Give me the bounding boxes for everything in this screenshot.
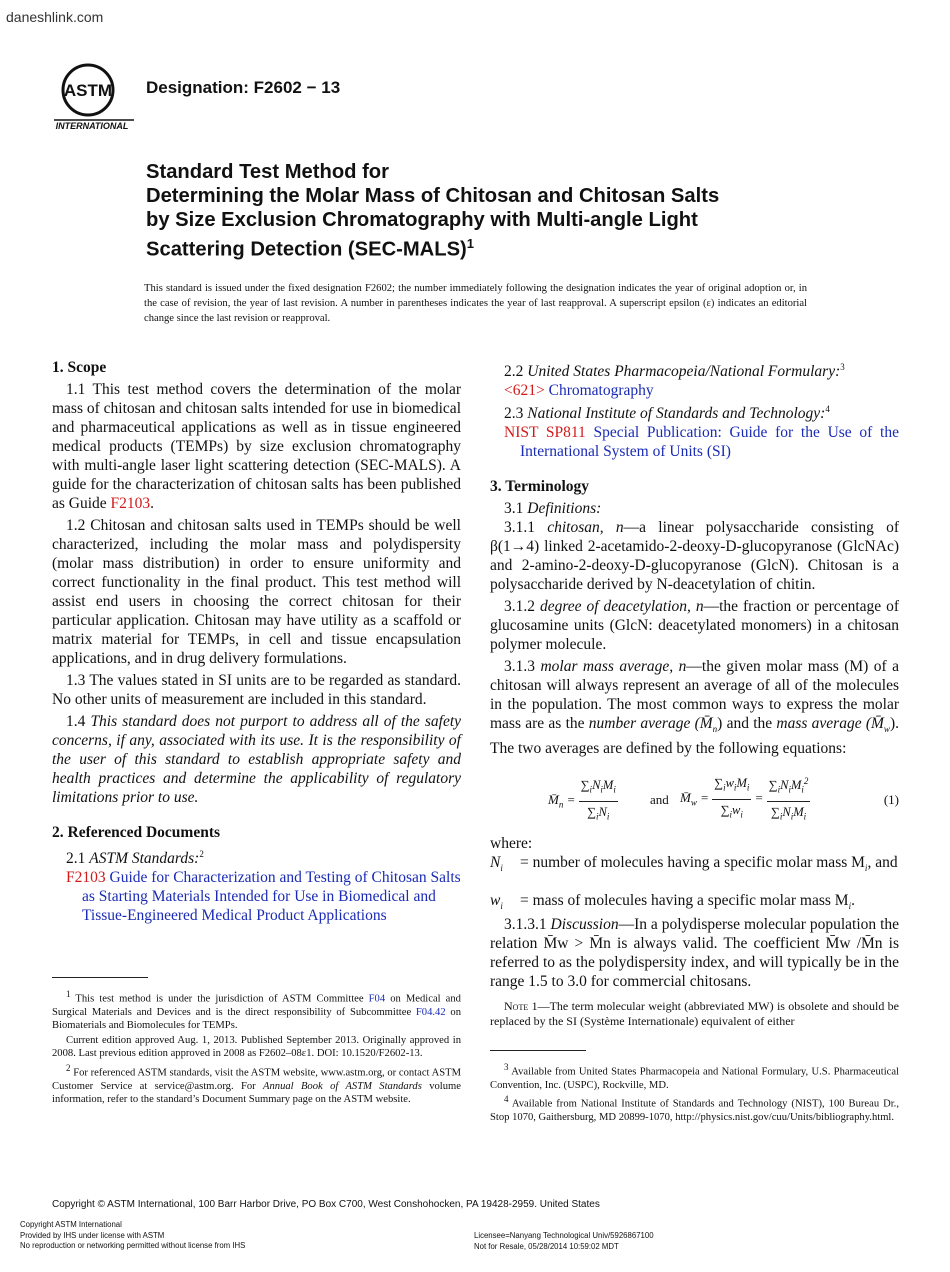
equation-mw: $M̄_w$ = $\frac{\sum_iw_iM_i}{\sum_iw_i}$ = $\frac{\sum_iN_iM_i^2}{\sum_iN_iM_i}$	[680, 772, 810, 826]
footer-copyright: Copyright © ASTM International, 100 Barr Harbor Drive, PO Box C700, West Conshohocken, PA 19428-2959. United States	[52, 1199, 600, 1210]
logo-text: ASTM	[63, 81, 113, 100]
footnote-3: $^3$ Available from United States Pharmacopeia and National Formulary, U.S. Pharmaceutical Convention, Inc. (USPC), Rockville, MD.	[490, 1062, 899, 1091]
left-column	[52, 358, 461, 925]
where-label: where:	[490, 835, 533, 853]
equation-1	[490, 762, 899, 824]
paragraph-3-1-3: 3.1.3 molar mass average, n—the given molar mass (M) of a chitosan will always represent an average of all of the molecules in the population. The most common ways to express the molar mass are as the number average $(M̄_n)$ and the mass average $(M̄_w)$. The two averages are defined by the following equations:	[490, 658, 899, 758]
section-2-heading: 2. Referenced Documents	[52, 824, 221, 841]
reference-usp-621	[490, 381, 899, 400]
equation-number: (1)	[883, 792, 899, 808]
section-1-heading: 1. Scope	[52, 359, 107, 376]
title-line-3: by Size Exclusion Chromatography with Multi-angle Light	[146, 209, 698, 231]
link-f2103[interactable]: F2103	[110, 495, 151, 512]
definition-ni: $N_i$ = number of molecules having a specific molar mass $M_i$, and	[490, 854, 898, 874]
paragraph-1-4: 1.4 This standard does not purport to address all of the safety concerns, if any, associated with its use. It is the responsibility of the user of this standard to establish appropriate safety and health practices and determine the applicability of regulatory limitations prior to use.	[52, 713, 462, 806]
right-footnote-rule	[490, 1050, 586, 1051]
paragraph-3-1: 3.1 Definitions:	[504, 500, 602, 518]
astm-logo-icon	[52, 58, 136, 134]
footer-license-right: Licensee=Nanyang Technological Univ/5926867100 Not for Resale, 05/28/2014 10:59:02 MDT	[474, 1231, 654, 1251]
astm-logo	[52, 58, 136, 134]
ref-nist-title[interactable]: Special Publication: Guide for the Use of the International System of Units (SI)	[520, 424, 899, 461]
paragraph-2-3: 2.3 National Institute of Standards and Technology:$^4$	[504, 404, 830, 423]
footnote-2: $^2$ For referenced ASTM standards, visit the ASTM website, www.astm.org, or contact ASTM Customer Service at service@astm.org. For Annual Book of ASTM Standards volume information, refer to the standard’s Document Summary page on the ASTM website.	[52, 1062, 462, 1105]
right-footnotes	[490, 1061, 899, 1125]
title-line-2: Determining the Molar Mass of Chitosan and Chitosan Salts	[146, 185, 720, 207]
ref-nist-code[interactable]: NIST SP811	[504, 424, 586, 442]
issue-note: This standard is issued under the fixed designation F2602; the number immediately following the designation indicates the year of original adoption or, in the case of revision, the year of last revision. A number in parentheses indicates the year of last reapproval. A superscript epsilon (ε) indicates an editorial change since the last revision or reapproval.	[144, 283, 807, 324]
paragraph-1-1: 1.1 This test method covers the determination of the molar mass of chitosan and chitosan salts intended for use in biomedical and pharmaceutical applications as well as in tissue engineered medical products (TEMPs) by size exclusion chromatography with multi-angle laser light scattering detection (SEC-MALS). A guide for the characterization of chitosan salts has been published as Guide F2103.	[52, 381, 461, 512]
equation-mn: $M̄_n$ = $\frac{\sum_iN_iM_i}{\sum_iN_i}$	[548, 778, 616, 822]
title-line-1: Standard Test Method for	[146, 161, 389, 183]
footnote-4: $^4$ Available from National Institute of Standards and Technology (NIST), 100 Bureau Dr., Stop 1070, Gaithersburg, MD 20899-1070, http://physics.nist.gov/cuu/Units/bibliography.html.	[490, 1094, 899, 1124]
ref-usp-title[interactable]: Chromatography	[544, 382, 654, 400]
paragraph-1-2: 1.2 Chitosan and chitosan salts used in TEMPs should be well characterized, including the molar mass and polydispersity (molar mass distribution) in order to ensure uniformity and correct functionality in the final product. This test method will assist end users in choosing the correct chitosan for their particular application. Chitosan may have utility as a scaffold or matrix material for TEMPs, in cell and tissue encapsulation applications, and in drug delivery formulations.	[52, 517, 461, 667]
paragraph-3-1-2: 3.1.2 degree of deacetylation, n—the fraction or percentage of glucosamine units (GlcN: deacetylated monomers) in a chitosan polymer molecule.	[490, 598, 900, 654]
ref-f2103-title[interactable]: Guide for Characterization and Testing of Chitosan Salts as Starting Materials Intended for Use in Biomedical and Tissue-Engineered Medical Product Applications	[82, 869, 461, 925]
left-footnotes	[52, 988, 461, 1106]
ref-usp-code[interactable]: <621>	[504, 382, 545, 400]
equation-and: and	[650, 792, 669, 808]
watermark: daneshlink.com	[6, 9, 104, 25]
paragraph-3-1-1: 3.1.1 chitosan, n—a linear polysaccharide consisting of β(1→4) linked 2-acetamido-2-deoxy-D-glucopyranose (GlcNAc) and 2-amino-2-deoxy-D-glucopyranose (GlcN). Chitosan is a polysaccharide derived by N-deacetylation of chitin.	[490, 519, 899, 594]
paragraph-2-1: 2.1 ASTM Standards:$^2$	[66, 849, 204, 868]
footer-license-left: Copyright ASTM International Provided by IHS under license with ASTM No reproduction or networking permitted without license from IHS	[20, 1220, 246, 1250]
link-f04-42[interactable]: F04.42	[415, 1006, 446, 1018]
footnote-1: $^1$ This test method is under the jurisdiction of ASTM Committee F04 on Medical and Surgical Materials and Devices and is the direct responsibility of Subcommittee F04.42 on Biomaterials and Biomolecules for TEMPs.	[52, 989, 461, 1032]
left-footnote-rule	[52, 977, 148, 978]
reference-nist-sp811	[490, 423, 899, 461]
right-column	[490, 358, 899, 1029]
definition-wi: $w_i$ = mass of molecules having a specific molar mass $M_i$.	[490, 892, 855, 912]
paragraph-2-2: 2.2 United States Pharmacopeia/National Formulary:$^3$	[504, 362, 845, 381]
footnote-1-edition: Current edition approved Aug. 1, 2013. Published September 2013. Originally approved in 2008. Last previous edition approved in 2008 as F2602–08ε1. DOI: 10.1520/F2602-13.	[52, 1034, 461, 1060]
paragraph-3-1-3-1: 3.1.3.1 Discussion—In a polydisperse molecular population the relation M̄w > M̄n is always valid. The coefficient M̄w /M̄n is referred to as the polydispersity index, and will typically be in the range 1.5 to 3.0 for commercial chitosans.	[490, 916, 900, 991]
designation: Designation: F2602 − 13	[146, 78, 341, 97]
note-1: Note 1—The term molecular weight (abbreviated MW) is obsolete and should be replaced by the SI (Système Internationale) equivalent of either	[490, 999, 900, 1029]
reference-f2103	[52, 868, 461, 925]
link-f04[interactable]: F04	[368, 993, 386, 1005]
title	[146, 160, 719, 262]
logo-subtext: INTERNATIONAL	[55, 121, 129, 131]
paragraph-1-3: 1.3 The values stated in SI units are to be regarded as standard. No other units of measurement are included in this standard.	[52, 672, 461, 708]
section-3-heading: 3. Terminology	[490, 478, 590, 496]
ref-f2103-code[interactable]: F2103	[66, 869, 106, 887]
title-line-4: Scattering Detection (SEC-MALS)$^1$	[146, 236, 475, 261]
